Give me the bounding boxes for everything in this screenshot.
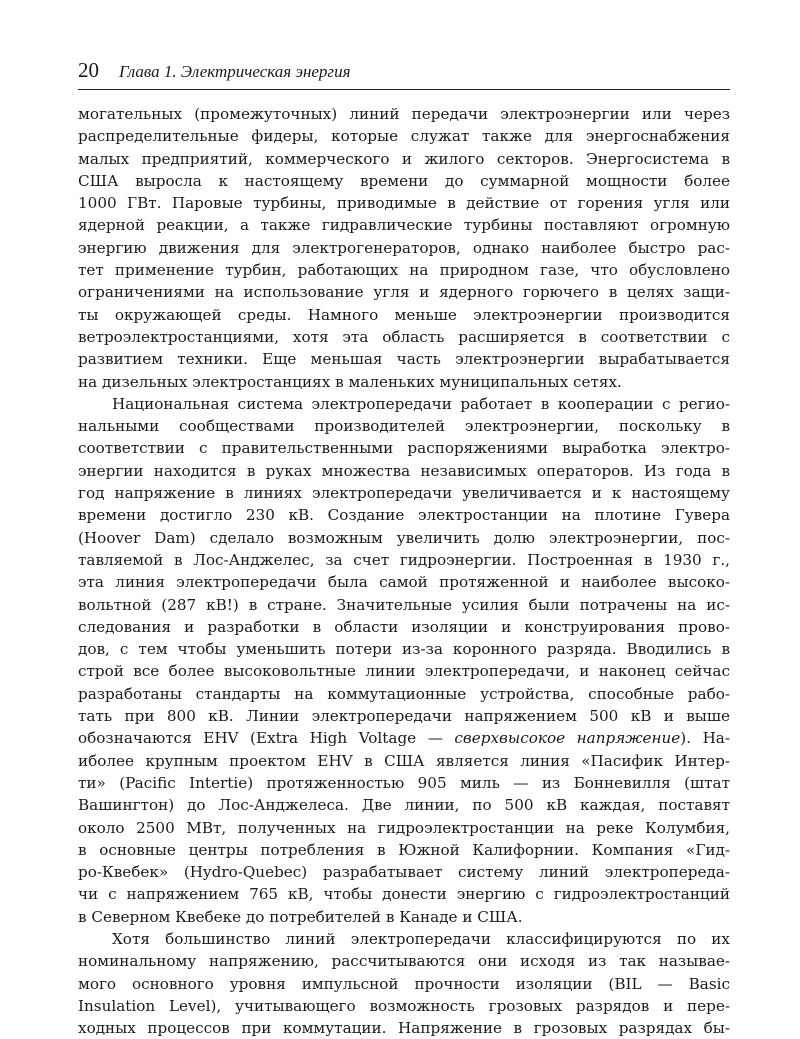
emphasis-term: сверхвысокое напряжение	[454, 729, 681, 748]
text-line: ветроэлектростанциями, хотя эта область расширяется в соответствии с	[78, 327, 730, 346]
text-line: тать при 800 кВ. Линии электропередачи напряжением 500 кВ и выше	[78, 707, 730, 726]
text-line: год напряжение в линиях электропередачи увеличивается и к настоящему	[78, 484, 730, 503]
paragraph-1	[78, 103, 730, 393]
text-line: Вашингтон) до Лос-Анджелеса. Две линии, по 500 кВ каждая, поставят	[78, 796, 730, 815]
text-line: чи с напряжением 765 кВ, чтобы донести энергию с гидроэлектростанций	[78, 885, 730, 904]
text-line: ограничениями на использование угля и ядерного горючего в целях защи-	[78, 283, 730, 302]
running-header	[78, 58, 730, 88]
text-line: США выросла к настоящему времени до суммарной мощности более	[78, 171, 730, 190]
text-line: ро-Квебек» (Hydro-Quebec) разрабатывает систему линий электропереда-	[78, 863, 730, 882]
text-segment: обозначаются EHV (Extra High Voltage —	[78, 729, 455, 748]
text-line: в Северном Квебеке до потребителей в Канаде и США.	[78, 907, 523, 926]
text-line: разработаны стандарты на коммутационные устройства, способные рабо-	[78, 684, 730, 703]
header-rule	[78, 89, 730, 90]
text-line: (Hoover Dam) сделало возможным увеличить долю электроэнергии, пос-	[78, 528, 730, 547]
text-line: тет применение турбин, работающих на природном газе, что обусловлено	[78, 261, 730, 280]
text-line: эта линия электропередачи была самой протяженной и наиболее высоко-	[78, 573, 730, 592]
text-line: малых предприятий, коммерческого и жилого секторов. Энергосистема в	[78, 149, 730, 168]
text-line: Хотя большинство линий электропередачи классифицируются по их	[112, 929, 730, 948]
text-line: около 2500 МВт, полученных на гидроэлектростанции на реке Колумбия,	[78, 818, 730, 837]
text-line: времени достигло 230 кВ. Создание электростанции на плотине Гувера	[78, 506, 730, 525]
text-line: вольтной (287 кВ!) в стране. Значительные усилия были потрачены на ис-	[78, 595, 730, 614]
chapter-title: Глава 1. Электрическая энергия	[119, 62, 351, 81]
text-line: 1000 ГВт. Паровые турбины, приводимые в действие от горения угля или	[78, 194, 730, 213]
body-text	[78, 103, 730, 1039]
text-line: номинальному напряжению, рассчитываются они исходя из так называе-	[78, 952, 730, 971]
text-line: в основные центры потребления в Южной Калифорнии. Компания «Гид-	[78, 840, 730, 859]
text-line: мого основного уровня импульсной прочности изоляции (BIL — Basic	[78, 974, 730, 993]
text-line: ядерной реакции, а также гидравлические турбины поставляют огромную	[78, 216, 730, 235]
text-line: ходных процессов при коммутации. Напряжение в грозовых разрядах бы-	[78, 1019, 730, 1038]
text-line: Insulation Level), учитывающего возможность грозовых разрядов и пере-	[78, 996, 730, 1015]
page-number: 20	[78, 58, 99, 82]
text-line: распределительные фидеры, которые служат также для энергоснабжения	[78, 127, 730, 146]
paragraph-2	[78, 393, 730, 928]
text-line: строй все более высоковольтные линии электропередачи, и наконец сейчас	[78, 662, 730, 681]
text-line: ти» (Pacific Intertie) протяженностью 905 миль — из Бонневилля (штат	[78, 773, 730, 792]
text-line: Национальная система электропередачи работает в кооперации с регио-	[112, 394, 730, 413]
text-segment: ). На-	[680, 729, 730, 748]
text-line: энергию движения для электрогенераторов, однако наиболее быстро рас-	[78, 238, 730, 257]
text-line: соответствии с правительственными распоряжениями выработка электро-	[78, 439, 730, 458]
text-line: развитием техники. Еще меньшая часть электроэнергии вырабатывается	[78, 350, 730, 369]
text-line: иболее крупным проектом EHV в США является линия «Пасифик Интер-	[78, 751, 730, 770]
text-line: энергии находится в руках множества независимых операторов. Из года в	[78, 461, 730, 480]
text-line: дов, с тем чтобы уменьшить потери из-за коронного разряда. Вводились в	[78, 640, 730, 659]
text-line: следования и разработки в области изоляции и конструирования прово-	[78, 617, 730, 636]
text-line: на дизельных электростанциях в маленьких муниципальных сетях.	[78, 372, 622, 391]
text-line: нальными сообществами производителей электроэнергии, поскольку в	[78, 417, 730, 436]
text-line: ты окружающей среды. Намного меньше электроэнергии производится	[78, 305, 730, 324]
text-line: тавляемой в Лос-Анджелес, за счет гидроэнергии. Построенная в 1930 г.,	[78, 550, 730, 569]
text-line: могательных (промежуточных) линий передачи электроэнергии или через	[78, 105, 730, 123]
paragraph-3	[78, 928, 730, 1039]
text-line-emphasis	[78, 727, 730, 749]
